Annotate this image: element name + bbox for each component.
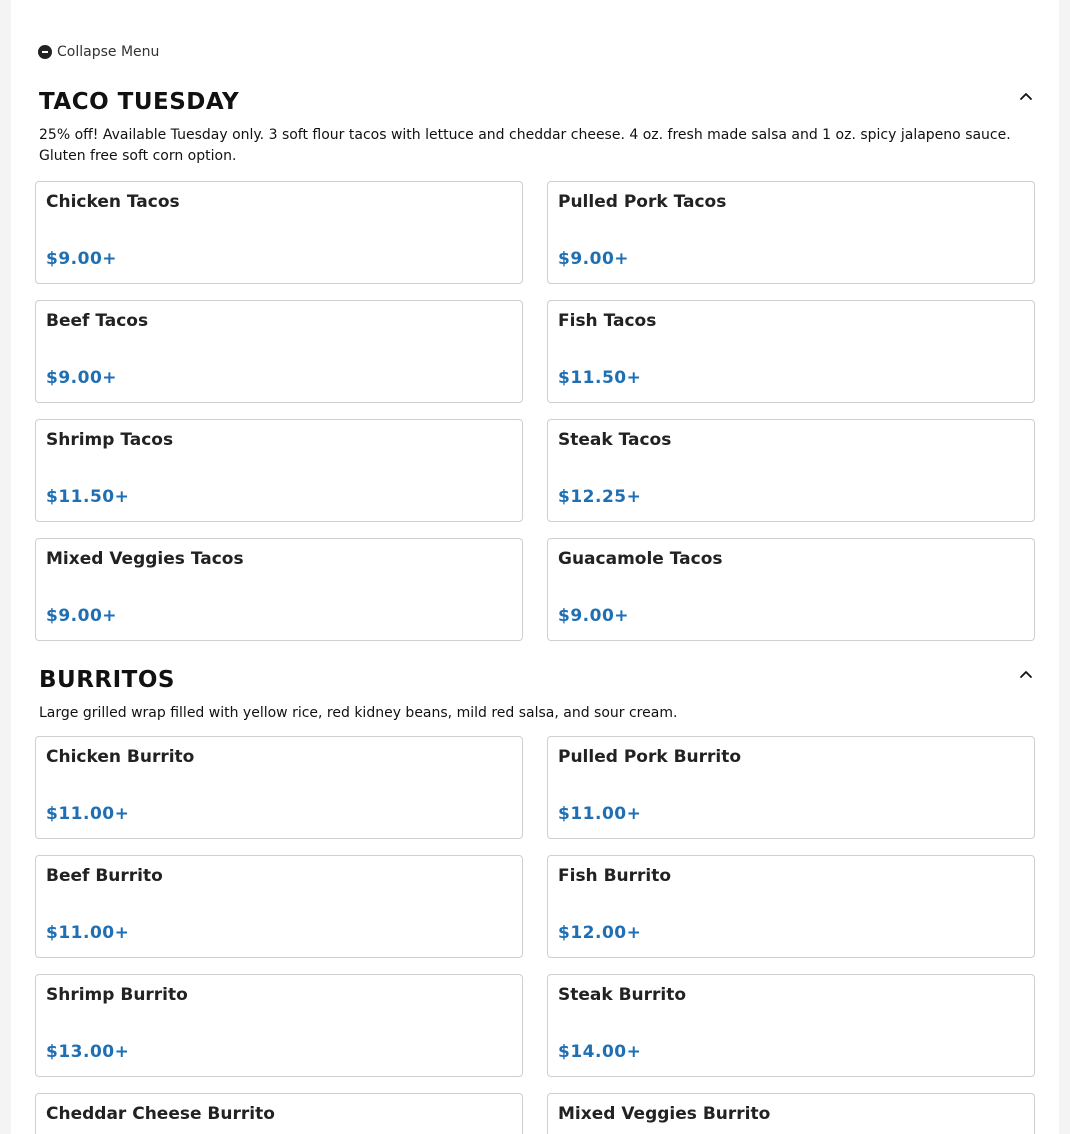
menu-item-name: Chicken Burrito [46, 747, 195, 767]
menu-item-price: $9.00+ [46, 368, 118, 388]
menu-item-card[interactable] [35, 974, 523, 1077]
menu-item-card[interactable] [547, 181, 1035, 284]
menu-item-price: $9.00+ [558, 606, 630, 626]
menu-item-card[interactable] [35, 181, 523, 284]
menu-item-name: Guacamole Tacos [558, 549, 723, 569]
menu-item-name: Fish Burrito [558, 866, 672, 886]
menu-item-price: $11.00+ [46, 923, 130, 943]
collapse-menu-label: Collapse Menu [57, 44, 160, 60]
collapse-menu-button[interactable] [38, 44, 159, 60]
menu-item-price: $12.25+ [558, 487, 642, 507]
menu-item-grid [35, 736, 1035, 1134]
menu-item-card[interactable] [547, 300, 1035, 403]
menu-item-name: Shrimp Burrito [46, 985, 188, 1005]
menu-item-card[interactable] [35, 538, 523, 641]
menu-item-card[interactable] [35, 419, 523, 522]
menu-section-burritos [35, 667, 1035, 1134]
menu-item-name: Chicken Tacos [46, 192, 180, 212]
menu-section-taco-tuesday [35, 89, 1035, 641]
menu-item-price: $9.00+ [46, 606, 118, 626]
section-title: BURRITOS [39, 667, 175, 693]
menu-item-name: Beef Tacos [46, 311, 149, 331]
section-description: Large grilled wrap filled with yellow rice, red kidney beans, mild red salsa, and sour cream. [39, 705, 678, 721]
menu-item-name: Mixed Veggies Burrito [558, 1104, 771, 1124]
menu-item-price: $9.00+ [46, 249, 118, 269]
menu-item-card[interactable] [547, 974, 1035, 1077]
menu-item-card[interactable] [547, 419, 1035, 522]
menu-item-price: $11.50+ [558, 368, 642, 388]
menu-item-price: $9.00+ [558, 249, 630, 269]
menu-page [11, 0, 1059, 1134]
chevron-up-icon[interactable] [1019, 667, 1033, 681]
menu-item-card[interactable] [547, 538, 1035, 641]
menu-item-name: Steak Burrito [558, 985, 687, 1005]
menu-item-price: $12.00+ [558, 923, 642, 943]
menu-item-card[interactable] [35, 736, 523, 839]
menu-item-price: $11.00+ [46, 804, 130, 824]
menu-item-grid [35, 181, 1035, 641]
menu-item-name: Cheddar Cheese Burrito [46, 1104, 275, 1124]
menu-item-card[interactable] [547, 855, 1035, 958]
minus-circle-icon [38, 45, 52, 59]
section-description: 25% off! Available Tuesday only. 3 soft flour tacos with lettuce and cheddar cheese. 4 oz. fresh made salsa and 1 oz. spicy jalapeno sauce. Gluten free soft corn option. [39, 127, 1011, 164]
chevron-up-icon[interactable] [1019, 89, 1033, 103]
menu-item-price: $13.00+ [46, 1042, 130, 1062]
menu-item-price: $14.00+ [558, 1042, 642, 1062]
menu-item-name: Fish Tacos [558, 311, 657, 331]
menu-item-card[interactable] [35, 1093, 523, 1134]
menu-item-card[interactable] [35, 855, 523, 958]
menu-item-price: $11.00+ [558, 804, 642, 824]
menu-item-name: Shrimp Tacos [46, 430, 174, 450]
menu-item-card[interactable] [547, 1093, 1035, 1134]
menu-item-name: Pulled Pork Tacos [558, 192, 727, 212]
menu-item-name: Mixed Veggies Tacos [46, 549, 244, 569]
menu-item-name: Beef Burrito [46, 866, 163, 886]
menu-item-card[interactable] [35, 300, 523, 403]
menu-item-name: Pulled Pork Burrito [558, 747, 742, 767]
menu-item-card[interactable] [547, 736, 1035, 839]
menu-item-name: Steak Tacos [558, 430, 672, 450]
section-title: TACO TUESDAY [39, 89, 240, 115]
menu-item-price: $11.50+ [46, 487, 130, 507]
